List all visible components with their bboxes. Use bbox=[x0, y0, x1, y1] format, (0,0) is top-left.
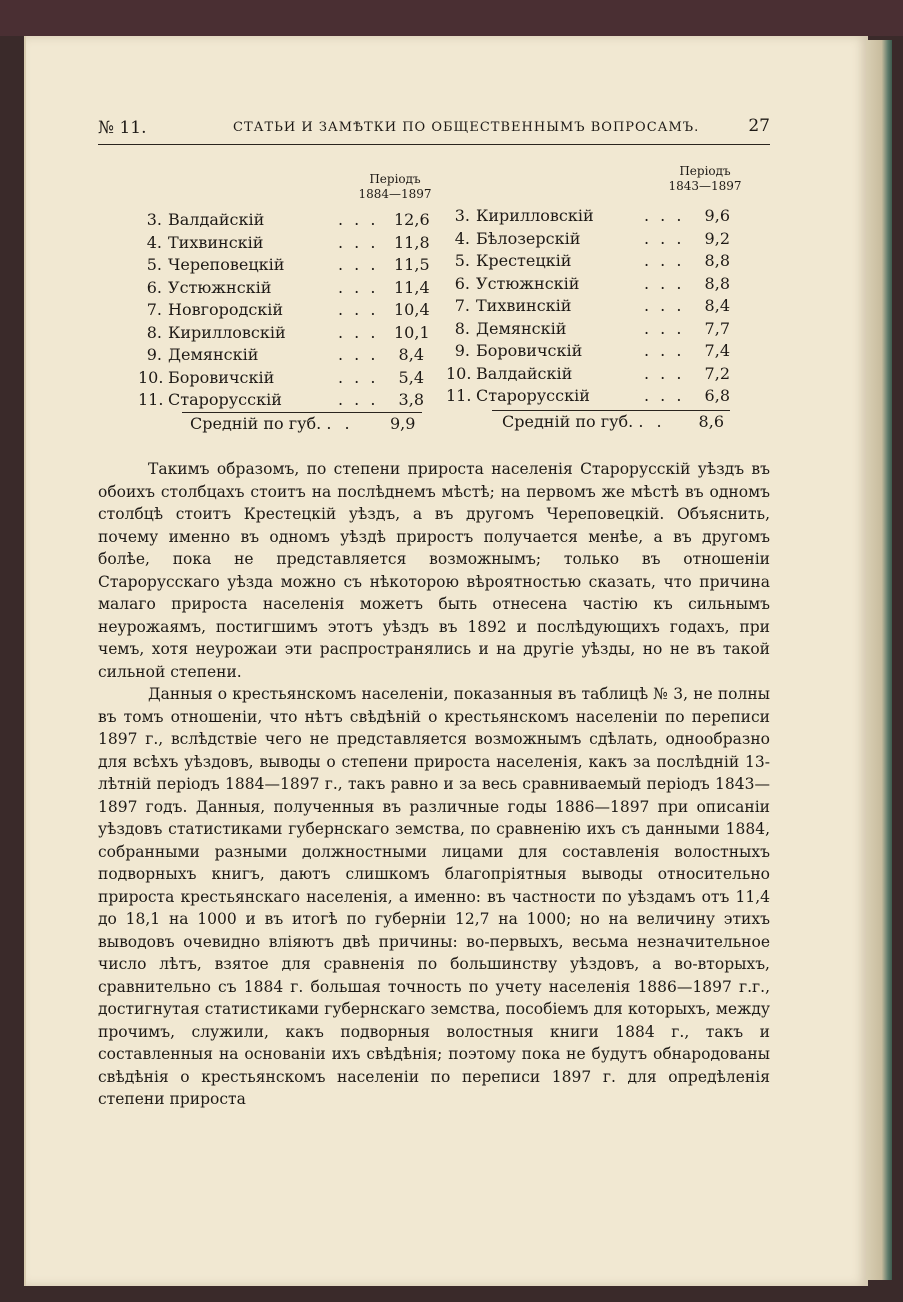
left-table-row-number: 8. bbox=[146, 322, 162, 342]
left-table-row-number: 4. bbox=[146, 232, 162, 252]
left-table-district-name: Тихвинскій bbox=[168, 232, 264, 252]
right-table-row bbox=[446, 206, 730, 228]
left-table-district-name: Валдайскій bbox=[168, 210, 265, 229]
left-table-leader-dots: . . . bbox=[338, 367, 379, 387]
left-table-district-name: Череповецкій bbox=[168, 255, 285, 274]
issue-number: № 11. bbox=[98, 118, 147, 138]
left-table-row bbox=[138, 322, 430, 345]
left-table-growth-value: 10,1 bbox=[394, 322, 430, 342]
right-period-label: Періодъ bbox=[679, 164, 731, 178]
right-average-label: Средній по губ. bbox=[502, 412, 634, 431]
right-table-growth-value: 8,8 bbox=[704, 251, 730, 270]
left-period-heading bbox=[340, 172, 450, 202]
left-table-row bbox=[138, 300, 430, 322]
left-table-district-name: Устюжнскій bbox=[168, 277, 272, 297]
left-table-row-number: 10. bbox=[138, 367, 164, 387]
left-table-row-number: 5. bbox=[146, 255, 162, 274]
left-table-growth-value: 8,4 bbox=[398, 345, 424, 364]
left-table-growth-value: 11,4 bbox=[394, 277, 430, 297]
left-table-growth-value: 12,6 bbox=[394, 210, 430, 229]
right-table-row bbox=[446, 296, 730, 318]
section-title: СТАТЬИ И ЗАМѢТКИ ПО ОБЩЕСТВЕННЫМЪ ВОПРОСАМЪ. bbox=[233, 120, 700, 135]
right-table-row-number: 8. bbox=[454, 318, 470, 338]
left-table-district-name: Кирилловскій bbox=[168, 322, 286, 342]
left-table-district-name: Демянскій bbox=[168, 345, 259, 364]
right-table-row bbox=[446, 229, 730, 251]
left-average-label: Средній по губ. bbox=[190, 414, 322, 433]
left-table-growth-value: 11,8 bbox=[394, 232, 430, 252]
right-table-leader-dots: . . . bbox=[644, 296, 685, 315]
left-table-district-name: Новгородскій bbox=[168, 300, 284, 319]
right-table-leader-dots: . . . bbox=[644, 318, 685, 338]
right-table-row bbox=[446, 386, 730, 408]
left-table-leader-dots: . . . bbox=[338, 210, 379, 229]
right-table-row bbox=[446, 341, 730, 363]
right-table-leader-dots: . . . bbox=[644, 206, 685, 225]
left-period-range: 1884—1897 bbox=[358, 187, 432, 201]
left-table-row bbox=[138, 255, 430, 277]
left-table-row bbox=[138, 390, 424, 412]
right-table-district-name: Старорусскій bbox=[476, 386, 590, 405]
header-rule bbox=[98, 144, 770, 145]
right-table-growth-value: 7,4 bbox=[704, 341, 730, 360]
right-table-row bbox=[446, 251, 730, 273]
right-table-row-number: 11. bbox=[446, 386, 472, 405]
scan-top-border bbox=[0, 0, 903, 36]
right-table-growth-value: 9,2 bbox=[704, 228, 730, 248]
right-table-leader-dots: . . . bbox=[644, 251, 685, 270]
left-table-leader-dots: . . . bbox=[338, 300, 379, 319]
left-table-growth-value: 10,4 bbox=[394, 300, 430, 319]
left-table-leader-dots: . . . bbox=[338, 232, 379, 252]
right-period-range: 1843—1897 bbox=[668, 179, 742, 193]
left-table-row-number: 9. bbox=[146, 345, 162, 364]
right-table-growth-value: 8,8 bbox=[704, 273, 730, 293]
right-table-leader-dots: . . . bbox=[644, 363, 685, 383]
right-table-leader-dots: . . . bbox=[644, 228, 685, 248]
left-table-leader-dots: . . . bbox=[338, 277, 379, 297]
right-table-leader-dots: . . . bbox=[644, 386, 685, 405]
left-table-leader-dots: . . . bbox=[338, 345, 379, 364]
right-table-growth-value: 6,8 bbox=[704, 386, 730, 405]
right-table-district-name: Кирилловскій bbox=[476, 206, 594, 225]
running-header bbox=[98, 118, 770, 142]
left-table-leader-dots: . . . bbox=[338, 255, 379, 274]
right-table-district-name: Устюжнскій bbox=[476, 273, 580, 293]
right-table-district-name: Бѣлозерскій bbox=[476, 228, 581, 248]
left-table-row-number: 7. bbox=[146, 300, 162, 319]
right-table-row-number: 7. bbox=[454, 296, 470, 315]
right-table-row bbox=[446, 274, 730, 296]
right-table-row bbox=[446, 319, 730, 341]
left-table-leader-dots: . . . bbox=[338, 322, 379, 342]
left-table-growth-value: 11,5 bbox=[394, 255, 430, 274]
right-table-district-name: Тихвинскій bbox=[476, 296, 572, 315]
left-table-district-name: Боровичскій bbox=[168, 367, 275, 387]
right-table-row-number: 5. bbox=[454, 251, 470, 270]
right-table-growth-value: 7,7 bbox=[704, 318, 730, 338]
left-average-row: Средній по губ. . . 9,9 bbox=[190, 414, 416, 433]
right-table-district-name: Крестецкій bbox=[476, 251, 572, 270]
right-sum-rule bbox=[492, 410, 730, 411]
right-average-row: Средній по губ. . . 8,6 bbox=[502, 412, 724, 431]
left-table-row bbox=[138, 345, 424, 367]
right-table-row-number: 10. bbox=[446, 363, 472, 383]
left-sum-rule bbox=[182, 412, 422, 413]
right-table-row-number: 3. bbox=[454, 206, 470, 225]
left-table-leader-dots: . . . bbox=[338, 390, 379, 409]
left-table-row-number: 3. bbox=[146, 210, 162, 229]
right-table-growth-value: 9,6 bbox=[704, 206, 730, 225]
right-period-heading bbox=[650, 164, 760, 194]
right-table-leader-dots: . . . bbox=[644, 273, 685, 293]
right-table-growth-value: 7,2 bbox=[704, 363, 730, 383]
left-table-row bbox=[138, 368, 424, 390]
left-table-row bbox=[138, 277, 430, 300]
left-table-row bbox=[138, 232, 430, 255]
left-table-row bbox=[138, 210, 430, 232]
right-table-row-number: 6. bbox=[454, 273, 470, 293]
right-table-row bbox=[446, 364, 730, 386]
left-table-growth-value: 5,4 bbox=[398, 367, 424, 387]
right-table-row-number: 4. bbox=[454, 228, 470, 248]
right-table-row-number: 9. bbox=[454, 341, 470, 360]
right-table-growth-value: 8,4 bbox=[704, 296, 730, 315]
right-table-district-name: Демянскій bbox=[476, 318, 567, 338]
right-average-value: 8,6 bbox=[698, 412, 724, 431]
right-table-leader-dots: . . . bbox=[644, 341, 685, 360]
body-text bbox=[98, 458, 770, 1111]
left-period-label: Періодъ bbox=[369, 172, 421, 186]
left-table-growth-value: 3,8 bbox=[398, 390, 424, 409]
left-table-district-name: Старорусскій bbox=[168, 390, 282, 409]
page-number: 27 bbox=[748, 116, 770, 136]
left-average-value: 9,9 bbox=[390, 414, 416, 433]
left-table-row-number: 6. bbox=[146, 277, 162, 297]
paragraph-2: Данныя о крестьянскомъ населеніи, показанныя въ таблицѣ № 3, не полны въ томъ отношеніи, что нѣтъ свѣдѣній о крестьянскомъ населеніи по переписи 1897 г., вслѣдствіе чего не представляется возможнымъ сдѣлать, однообразно для всѣхъ уѣздовъ, выводы о степени прироста населенія, какъ за послѣдній 13-лѣтній періодъ 1884—1897 г., такъ равно и за весь сравниваемый періодъ 1843—1897 годъ. Данныя, полученныя въ различные годы 1886—1897 при описаніи уѣздовъ статистиками губернскаго земства, по сравненію ихъ съ данными 1884, собранными разными должностными лицами для составленія волостныхъ подворныхъ книгъ, даютъ слишкомъ благопріятныя выводы относительно прироста крестьянскаго населенія, а именно: въ частности по уѣздамъ отъ 11,4 до 18,1 на 1000 и въ итогѣ по губерніи 12,7 на 1000; но на величину этихъ выводовъ очевидно вліяютъ двѣ причины: во-первыхъ, весьма незначительное число лѣтъ, взятое для сравненія по большинству уѣздовъ, а во-вторыхъ, сравнительно съ 1884 г. большая точность по учету населенія 1886—1897 г.г., достигнутая статистиками губернскаго земства, пособіемъ для которыхъ, между прочимъ, служили, какъ подворныя волостныя книги 1884 г., такъ и составленныя на основаніи ихъ свѣдѣнія; поэтому пока не будутъ обнародованы свѣдѣнія о крестьянскомъ населеніи по переписи 1897 г. для опредѣленія степени прироста bbox=[98, 685, 770, 1108]
right-table-district-name: Боровичскій bbox=[476, 341, 583, 360]
left-table-row-number: 11. bbox=[138, 390, 164, 409]
page-edge bbox=[866, 40, 892, 1280]
paragraph-1: Такимъ образомъ, по степени прироста населенія Старорусскій уѣздъ въ обоихъ столбцахъ стоитъ на послѣднемъ мѣстѣ; на первомъ же мѣстѣ въ одномъ столбцѣ стоитъ Крестецкій уѣздъ, а въ другомъ Череповецкій. Объяснить, почему именно въ одномъ уѣздѣ приростъ получается менѣе, а въ другомъ болѣе, пока не представляется возможнымъ; только въ отношеніи Старорусскаго уѣзда можно съ нѣкоторою вѣроятностью сказать, что причина малаго прироста населенія можетъ быть отнесена частію къ сильнымъ неурожаямъ, постигшимъ этотъ уѣздъ въ 1892 и послѣдующихъ годахъ, при чемъ, хотя неурожаи эти распространялись и на другіе уѣзды, но не въ такой сильной степени. bbox=[98, 460, 770, 681]
right-table-district-name: Валдайскій bbox=[476, 363, 573, 383]
